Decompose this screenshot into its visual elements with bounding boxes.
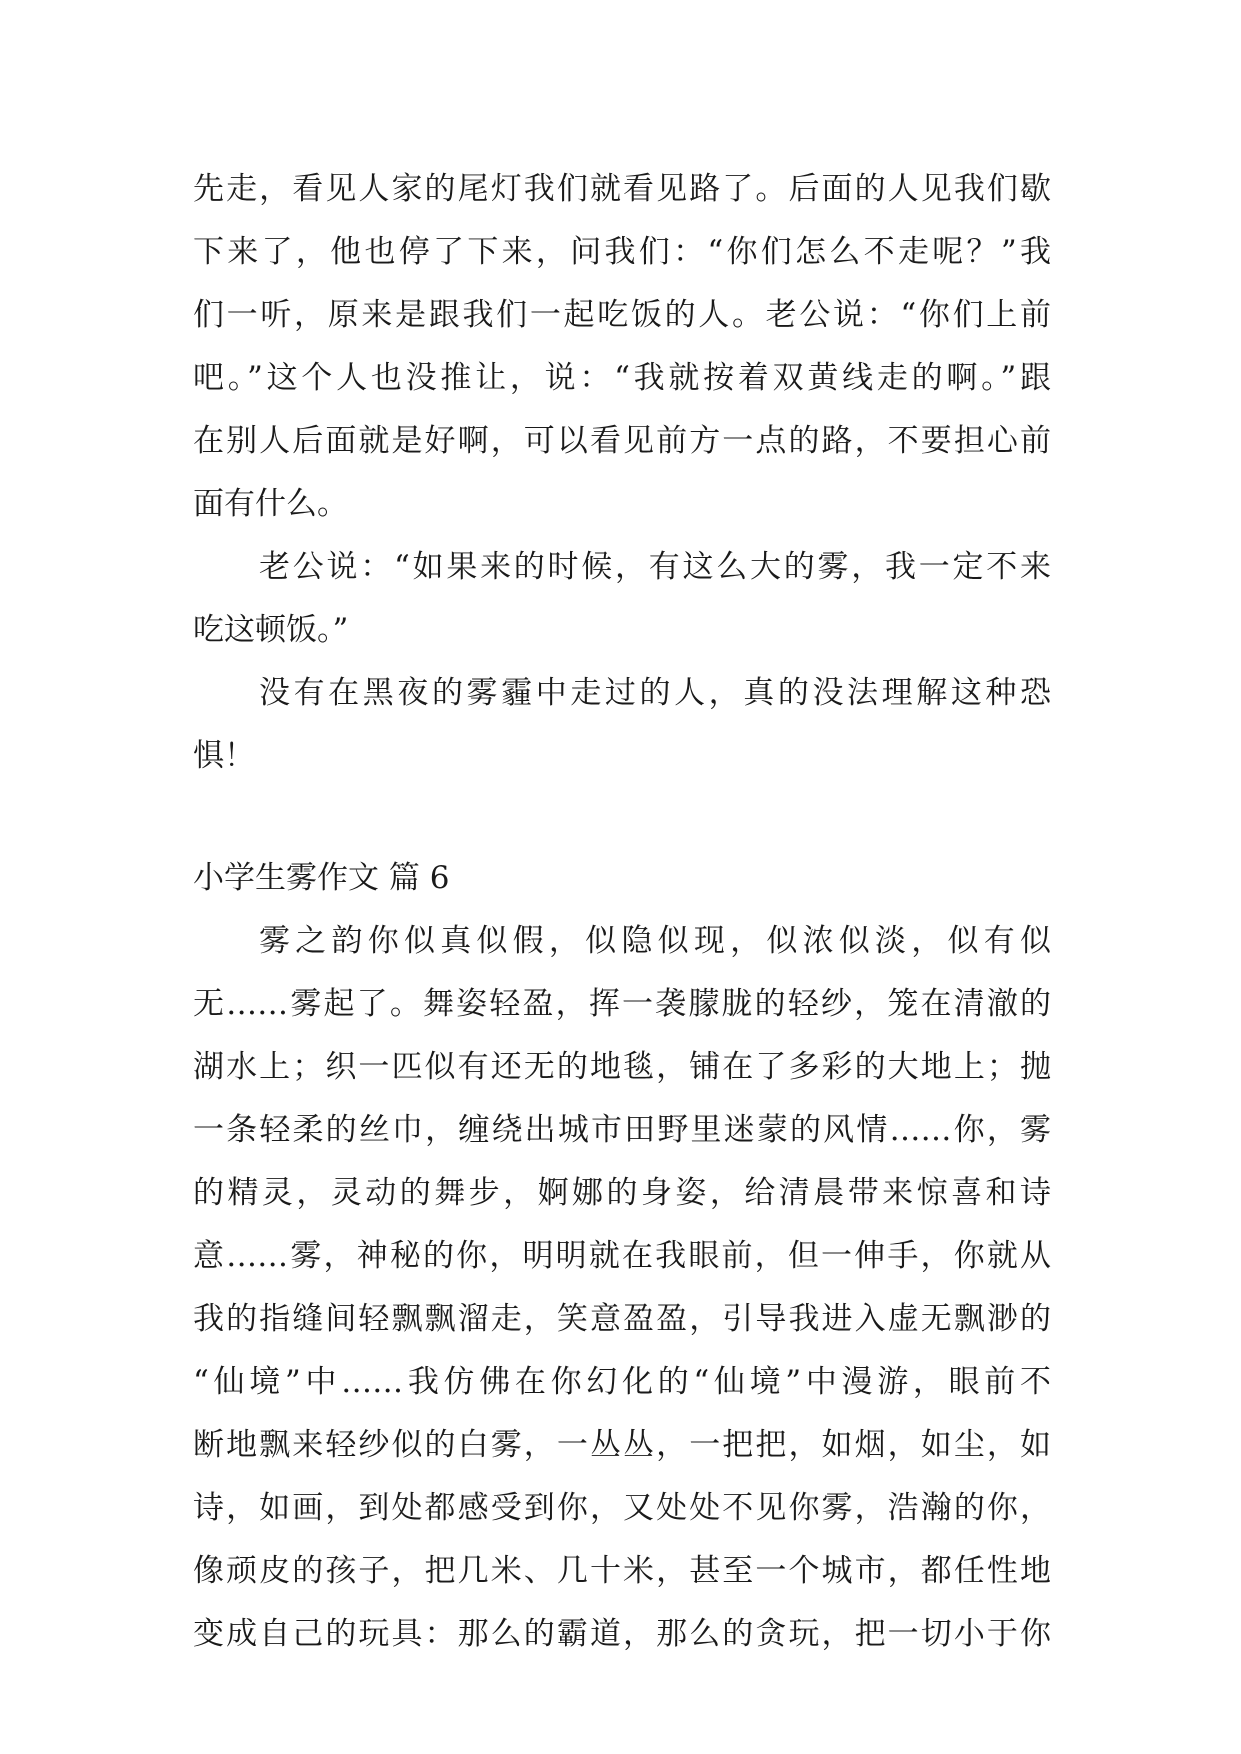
paragraph-2	[193, 536, 1051, 662]
text-line: 一条轻柔的丝巾，缠绕出城市田野里迷蒙的风情……你，雾	[193, 1112, 1051, 1148]
text-line: 没有在黑夜的雾霾中走过的人，真的没法理解这种恐	[259, 675, 1051, 711]
text-line: 吧。”这个人也没推让，说：“我就按着双黄线走的啊。”跟	[193, 360, 1051, 396]
text-line: 无……雾起了。舞姿轻盈，挥一袭朦胧的轻纱，笼在清澈的	[193, 986, 1051, 1022]
text-line: 的精灵，灵动的舞步，婀娜的身姿，给清晨带来惊喜和诗	[193, 1175, 1051, 1211]
text-line: 意……雾，神秘的你，明明就在我眼前，但一伸手，你就从	[193, 1238, 1051, 1274]
text-line: 湖水上；织一匹似有还无的地毯，铺在了多彩的大地上；抛	[193, 1049, 1051, 1085]
paragraph-4	[193, 910, 1051, 1666]
document-page	[193, 158, 1051, 1666]
text-line: 在别人后面就是好啊，可以看见前方一点的路，不要担心前	[193, 423, 1051, 459]
text-line: 下来了，他也停了下来，问我们：“你们怎么不走呢？”我	[193, 234, 1051, 270]
section-heading: 小学生雾作文 篇 6	[193, 860, 450, 896]
text-line: 老公说：“如果来的时候，有这么大的雾，我一定不来	[259, 549, 1051, 585]
text-line: 诗，如画，到处都感受到你，又处处不见你雾，浩瀚的你，	[193, 1490, 1051, 1526]
text-line: 们一听，原来是跟我们一起吃饭的人。老公说：“你们上前	[193, 297, 1051, 333]
text-line: 我的指缝间轻飘飘溜走，笑意盈盈，引导我进入虚无飘渺的	[193, 1301, 1051, 1337]
text-line: 面有什么。	[193, 486, 348, 522]
text-line: 变成自己的玩具：那么的霸道，那么的贪玩，把一切小于你	[193, 1616, 1051, 1652]
text-line: 断地飘来轻纱似的白雾，一丛丛，一把把，如烟，如尘，如	[193, 1427, 1051, 1463]
text-line: 像顽皮的孩子，把几米、几十米，甚至一个城市，都任性地	[193, 1553, 1051, 1589]
text-line: 吃这顿饭。”	[193, 612, 349, 648]
text-line: “仙境”中……我仿佛在你幻化的“仙境”中漫游，眼前不	[193, 1364, 1051, 1400]
paragraph-3	[193, 662, 1051, 788]
text-line: 先走，看见人家的尾灯我们就看见路了。后面的人见我们歇	[193, 171, 1051, 207]
section-gap	[193, 788, 1051, 847]
text-line: 惧！	[193, 738, 255, 774]
paragraph-1	[193, 158, 1051, 536]
text-line: 雾之韵你似真似假，似隐似现，似浓似淡，似有似	[259, 923, 1051, 959]
